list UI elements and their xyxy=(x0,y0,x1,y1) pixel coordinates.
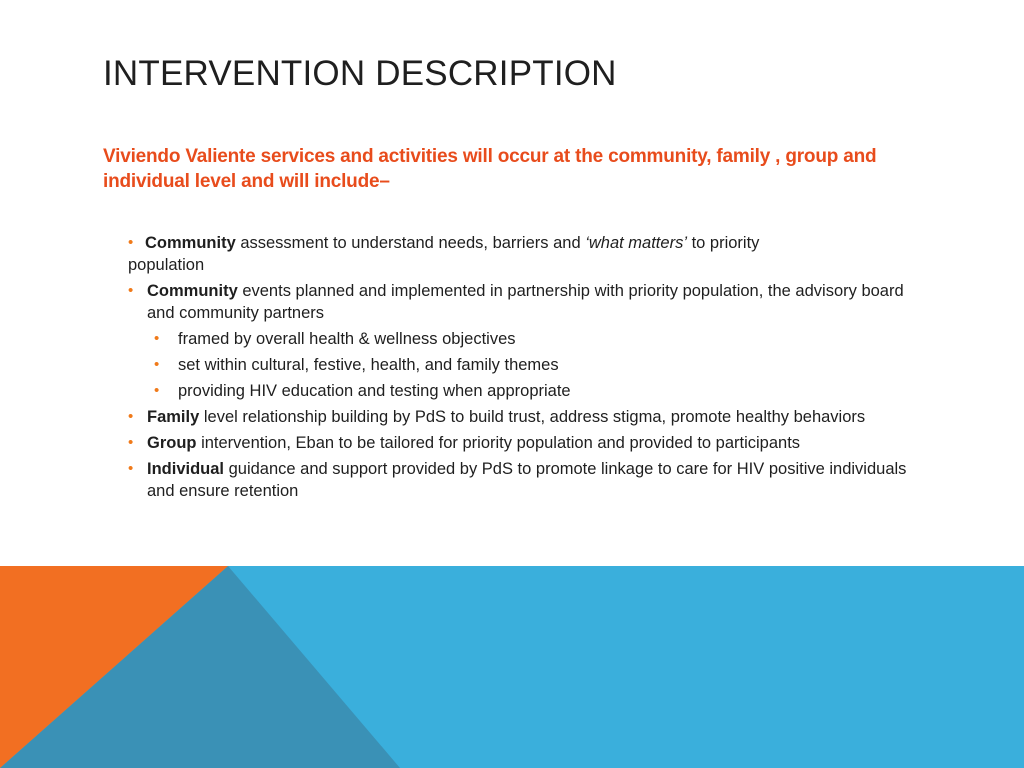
bullet-icon: • xyxy=(128,460,134,477)
bullet-text: level relationship building by PdS to build trust, address stigma, promote healthy behaviors xyxy=(199,408,866,426)
slide-title: INTERVENTION DESCRIPTION xyxy=(103,54,617,93)
bullet-icon: • xyxy=(128,234,134,251)
sub-bullet xyxy=(128,354,928,376)
sub-bullet-text: providing HIV education and testing when appropriate xyxy=(178,382,571,400)
footer-shapes xyxy=(0,566,1024,768)
bullet-individual xyxy=(128,458,928,502)
bullet-list xyxy=(128,232,928,506)
footer-decoration xyxy=(0,566,1024,768)
bullet-family xyxy=(128,406,928,428)
bullet-text: assessment to understand needs, barriers and xyxy=(235,234,586,252)
bullet-icon: • xyxy=(128,282,134,299)
bullet-emphasis: ‘what matters’ xyxy=(585,234,687,252)
bullet-lead: Community xyxy=(147,282,238,300)
bullet-lead: Individual xyxy=(147,460,225,478)
sub-bullet-text: framed by overall health & wellness objectives xyxy=(178,330,516,348)
bullet-continuation: population xyxy=(128,256,205,274)
sub-bullet-text: set within cultural, festive, health, and family themes xyxy=(178,356,559,374)
bullet-text: intervention, Eban to be tailored for priority population and provided to participants xyxy=(196,434,801,452)
bullet-text: to priority xyxy=(686,234,760,252)
bullet-group xyxy=(128,432,928,454)
bullet-text: events planned and implemented in partnership with priority population, the advisory board and community partners xyxy=(147,282,904,322)
bullet-community-events xyxy=(128,280,928,324)
bullet-icon: • xyxy=(154,330,160,347)
bullet-lead: Group xyxy=(147,434,197,452)
bullet-lead: Community xyxy=(145,234,236,252)
slide-subtitle: Viviendo Valiente services and activities will occur at the community, family , group and individual level and will include– xyxy=(103,146,877,192)
bullet-lead: Family xyxy=(147,408,200,426)
sub-bullet xyxy=(128,328,928,350)
bullet-icon: • xyxy=(128,408,134,425)
bullet-text: guidance and support provided by PdS to promote linkage to care for HIV positive individuals and ensure retention xyxy=(147,460,907,500)
bullet-icon: • xyxy=(154,382,160,399)
bullet-community-assessment xyxy=(128,232,928,276)
bullet-icon: • xyxy=(128,434,134,451)
bullet-icon: • xyxy=(154,356,160,373)
sub-bullet xyxy=(128,380,928,402)
